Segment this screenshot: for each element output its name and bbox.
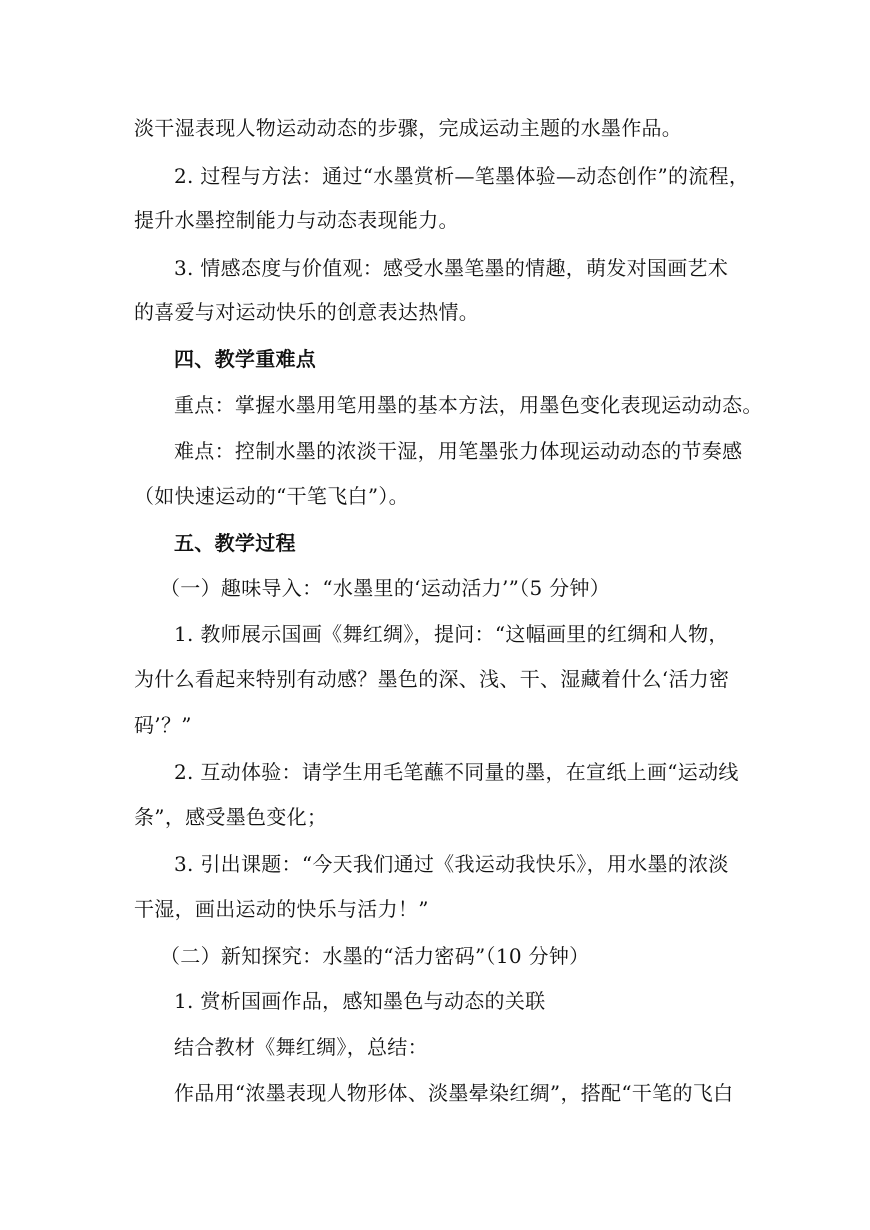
- paragraph-line: 淡干湿表现人物运动动态的步骤，完成运动主题的水墨作品。: [134, 116, 683, 140]
- paragraph-line: 2. 互动体验：请学生用毛笔蘸不同量的墨，在宣纸上画“运动线: [174, 760, 739, 784]
- paragraph-line: 结合教材《舞红绸》，总结：: [174, 1035, 428, 1059]
- paragraph-line: 重点：掌握水墨用笔用墨的基本方法，用墨色变化表现运动动态。: [174, 393, 763, 417]
- paragraph-line: 条”，感受墨色变化；: [134, 805, 328, 829]
- paragraph-line: 作品用“浓墨表现人物形体、淡墨晕染红绸”，搭配“干笔的飞白: [174, 1081, 734, 1105]
- paragraph-line: 的喜爱与对运动快乐的创意表达热情。: [134, 300, 480, 324]
- paragraph-line: 3. 引出课题：“今天我们通过《我运动我快乐》，用水墨的浓淡: [174, 852, 729, 876]
- paragraph-line: 1. 教师展示国画《舞红绸》，提问：“这幅画里的红绸和人物，: [174, 622, 729, 646]
- subsection-heading: （一）趣味导入：“水墨里的‘运动活力’”（5 分钟）: [160, 576, 611, 600]
- paragraph-line: 3. 情感态度与价值观：感受水墨笔墨的情趣，萌发对国画艺术: [174, 256, 729, 280]
- paragraph-line: 2. 过程与方法：通过“水墨赏析—笔墨体验—动态创作”的流程，: [174, 164, 750, 188]
- paragraph-line: 为什么看起来特别有动感？墨色的深、浅、干、湿藏着什么‘活力密: [134, 667, 730, 691]
- paragraph-line: 1. 赏析国画作品，感知墨色与动态的关联: [174, 989, 546, 1013]
- paragraph-line: 码’？”: [134, 713, 192, 737]
- paragraph-line: 难点：控制水墨的浓淡干湿，用笔墨张力体现运动动态的节奏感: [174, 439, 743, 463]
- paragraph-line: 干湿，画出运动的快乐与活力！”: [134, 897, 429, 921]
- section-heading: 四、教学重难点: [174, 347, 317, 371]
- paragraph-line: 提升水墨控制能力与动态表现能力。: [134, 208, 459, 232]
- paragraph-line: （如快速运动的“干笔飞白”）。: [134, 484, 409, 508]
- section-heading: 五、教学过程: [174, 531, 296, 555]
- subsection-heading: （二）新知探究：水墨的“活力密码”（10 分钟）: [160, 944, 590, 968]
